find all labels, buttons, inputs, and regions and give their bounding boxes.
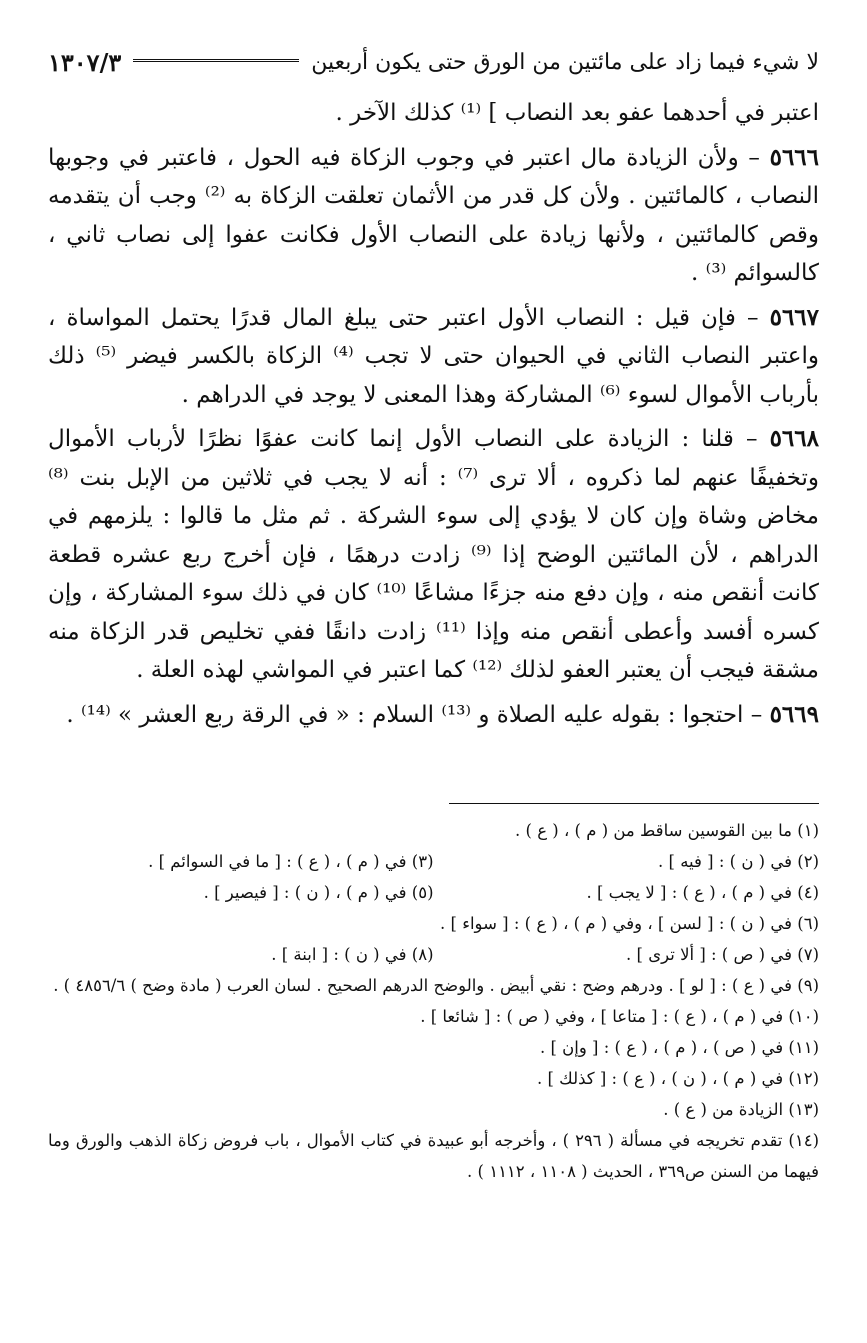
paragraph-text: – احتجوا : بقوله عليه الصلاة و ⁽¹³⁾ السلام : « في الرقة ربع العشر » ⁽¹⁴⁾ . <box>66 701 763 728</box>
footnote-14: (١٤) تقدم تخريجه في مسألة ( ٢٩٦ ) ، وأخرجه أبو عبيدة في كتاب الأموال ، باب فروض زكاة الذهب والورق وما فيهما من السنن ص٣٦٩ ، الحديث ( ١١٠٨ ، ١١١٢ ) . <box>48 1131 819 1181</box>
footnote-2: (٢) في ( ن ) : [ فيه ] . <box>658 852 819 871</box>
footnote-7: (٧) في ( ص ) : [ ألا ترى ] . <box>626 945 819 964</box>
paragraph-text: – فإن قيل : النصاب الأول اعتبر حتى يبلغ المال قدرًا يحتمل المواساة ، واعتبر النصاب الثاني في الحيوان حتى لا تجب ⁽⁴⁾ الزكاة بالكسر فيضر ⁽⁵⁾ ذلك بأرباب الأموال لسوء ⁽⁶⁾ المشاركة وهذا المعنى لا يوجد في الدراهم . <box>48 304 819 408</box>
footnote-row <box>48 846 819 877</box>
page-reference: ١٣٠٧/٣ <box>48 47 122 77</box>
footnote-3: (٣) في ( م ) ، ( ع ) : [ ما في السوائم ] . <box>148 852 434 871</box>
issue-number: ٥٦٦٩ <box>769 700 819 728</box>
footnote-8: (٨) في ( ن ) : [ ابنة ] . <box>271 945 434 964</box>
footnote-row <box>48 939 819 970</box>
footnote-1: (١) ما بين القوسين ساقط من ( م ) ، ( ع ) . <box>515 821 819 840</box>
footnote-5: (٥) في ( م ) ، ( ن ) : [ فيصير ] . <box>203 883 434 902</box>
running-header <box>48 44 819 80</box>
footnote-9: (٩) في ( ع ) : [ لو ] . ودرهم وضح : نقي أبيض . والوضح الدرهم الصحيح . لسان العرب ( مادة وضح ) ٤٨٥٦/٦ ) . <box>53 976 819 995</box>
paragraph-5669 <box>48 696 819 735</box>
footnote-12: (١٢) في ( م ) ، ( ن ) ، ( ع ) : [ كذلك ] . <box>537 1069 819 1088</box>
footnote-divider <box>449 803 819 804</box>
paragraph-text: – ولأن الزيادة مال اعتبر في وجوب الزكاة فيه الحول ، فاعتبر في وجوبها النصاب ، كالمائتين . ولأن كل قدر من الأثمان تعلقت الزكاة به ⁽²⁾ وجب أن يتقدمه وقص كالمائتين ، ولأنها زيادة على النصاب الأول فكانت عفوا إلى نصاب ثاني ، كالسوائم ⁽³⁾ . <box>48 144 819 286</box>
issue-number: ٥٦٦٨ <box>769 425 819 452</box>
main-text <box>48 94 819 740</box>
issue-number: ٥٦٦٧ <box>769 303 820 331</box>
footnote-11: (١١) في ( ص ) ، ( م ) ، ( ع ) : [ وإن ] . <box>539 1038 819 1057</box>
paragraph-text: – قلنا : الزيادة على النصاب الأول إنما كانت عفوًا نظرًا لأرباب الأموال وتخفيفًا عنهم لما ذكروه ، ألا ترى ⁽⁷⁾ : أنه لا يجب في ثلاثين من الإبل بنت ⁽⁸⁾ مخاض وشاة وإن كان لا يؤدي إلى سوء الشركة . ثم مثل ما قالوا : يلزمهم في الدراهم ، لأن المائتين الوضح إذا ⁽⁹⁾ زادت درهمًا ، فإن أخرج ربع عشره قطعة كانت أنقص منه ، وإن دفع منه جزءًا مشاعًا ⁽¹⁰⁾ كان في ذلك سوء المشاركة ، وإن كسره أفسد وأعطى أنقص منه وإذا ⁽¹¹⁾ زادت دانقًا ففي تخليص قدر الزكاة منه مشقة فيجب أن يعتبر العفو لذلك ⁽¹²⁾ كما اعتبر في المواشي لهذه العلة . <box>48 426 819 683</box>
footnote-row <box>48 877 819 908</box>
footnote-10: (١٠) في ( م ) ، ( ع ) : [ متاعا ] ، وفي ( ص ) : [ شائعا ] . <box>420 1007 819 1026</box>
footnote-13: (١٣) الزيادة من ( ع ) . <box>663 1100 819 1119</box>
issue-number: ٥٦٦٦ <box>769 143 820 171</box>
paragraph-continued <box>48 94 819 133</box>
running-title: لا شيء فيما زاد على مائتين من الورق حتى يكون أربعين <box>311 49 819 75</box>
footnote-6: (٦) في ( ن ) : [ لسن ] ، وفي ( م ) ، ( ع ) : [ سواء ] . <box>440 914 819 933</box>
paragraph-5666 <box>48 139 819 293</box>
footnotes <box>48 815 819 1187</box>
header-rule <box>133 59 299 65</box>
paragraph-text: اعتبر في أحدهما عفو بعد النصاب ] ⁽¹⁾ كذلك الآخر . <box>335 100 819 126</box>
footnote-4: (٤) في ( م ) ، ( ع ) : [ لا يجب ] . <box>586 883 819 902</box>
paragraph-5667 <box>48 299 819 415</box>
paragraph-5668 <box>48 420 819 690</box>
